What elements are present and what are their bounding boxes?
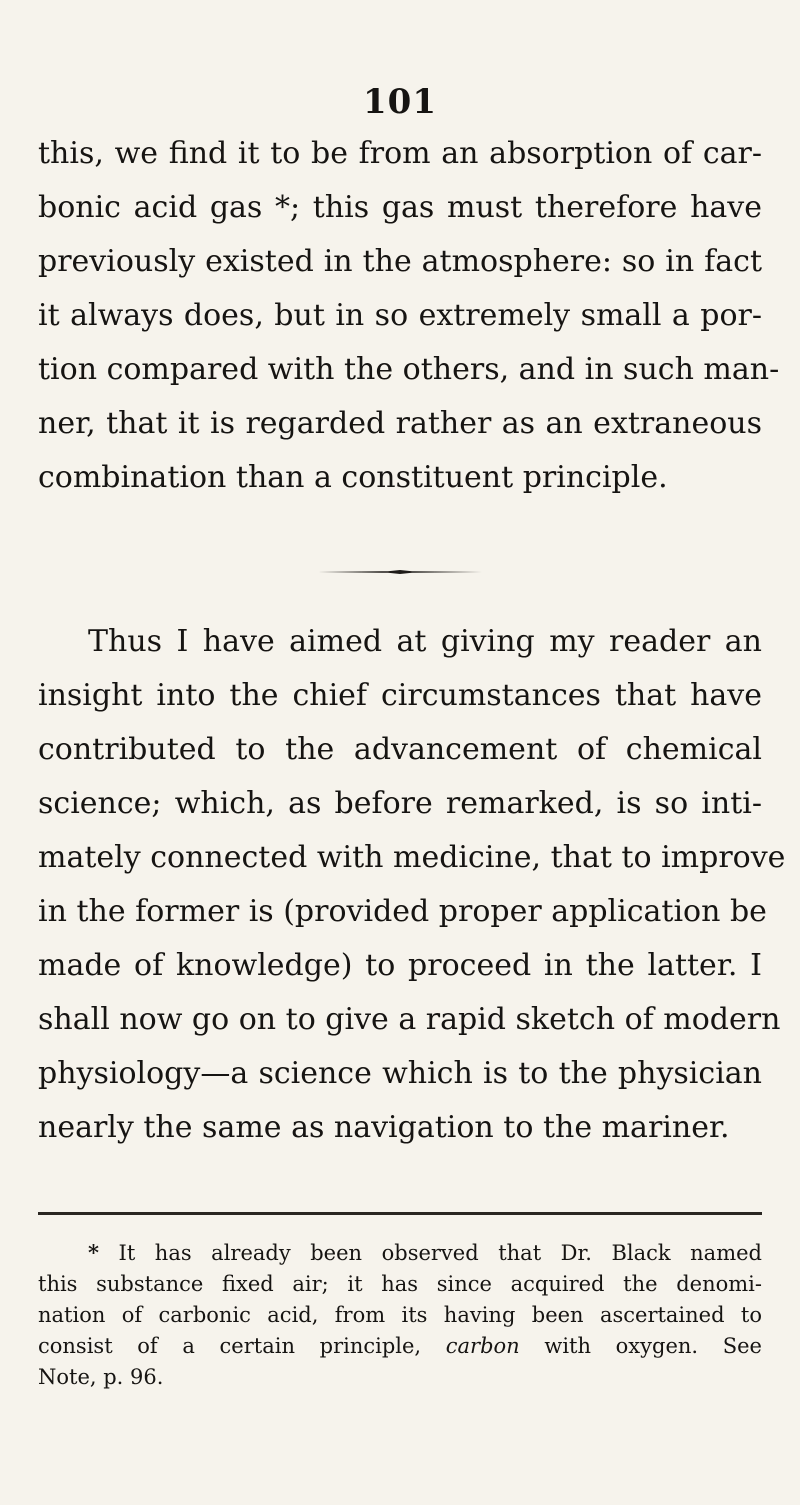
paragraph-1-line: bonic acid gas *; this gas must therefore have <box>38 190 762 225</box>
paragraph-1-line: it always does, but in so extremely small a por- <box>38 298 762 333</box>
footnote-text: with oxygen. See <box>544 1334 762 1358</box>
paragraph-2-line: physiology—a science which is to the physician <box>38 1056 762 1091</box>
paragraph-1-line: combination than a constituent principle. <box>38 460 668 495</box>
paragraph-2-line: shall now go on to give a rapid sketch of modern <box>38 1002 781 1037</box>
footnote-separator-rule <box>38 1212 762 1215</box>
paragraph-2-line: nearly the same as navigation to the mariner. <box>38 1110 730 1145</box>
paragraph-2-line: in the former is (provided proper application be <box>38 894 767 929</box>
paragraph-1-line: tion compared with the others, and in such man- <box>38 352 780 387</box>
footnote-line: Note, p. 96. <box>38 1365 164 1389</box>
footnote-line: this substance fixed air; it has since acquired the denomi- <box>38 1272 762 1296</box>
footnote-line: nation of carbonic acid, from its having been ascertained to <box>38 1303 762 1327</box>
paragraph-1-line: previously existed in the atmosphere: so in fact <box>38 244 762 279</box>
footnote-line <box>88 1238 762 1268</box>
section-divider-ornament <box>318 570 482 574</box>
footnote-line <box>38 1331 762 1361</box>
footnote-marker: * <box>88 1240 99 1265</box>
paragraph-1-line: ner, that it is regarded rather as an extraneous <box>38 406 762 441</box>
footnote-text: consist of a certain principle, <box>38 1334 422 1358</box>
paragraph-2-line: science; which, as before remarked, is so inti- <box>38 786 762 821</box>
page-number: 101 <box>363 82 437 122</box>
paragraph-2-line: insight into the chief circumstances that have <box>38 678 762 713</box>
paragraph-2-line: mately connected with medicine, that to improve <box>38 840 786 875</box>
footnote-text: It has already been observed that Dr. Black named <box>118 1241 762 1265</box>
footnote-italic-term: carbon <box>445 1334 520 1358</box>
paragraph-2-line: contributed to the advancement of chemical <box>38 732 762 767</box>
paragraph-2-line: made of knowledge) to proceed in the latter. I <box>38 948 762 983</box>
paragraph-2-line: Thus I have aimed at giving my reader an <box>88 624 762 659</box>
paragraph-1-line: this, we find it to be from an absorption of car- <box>38 136 762 171</box>
